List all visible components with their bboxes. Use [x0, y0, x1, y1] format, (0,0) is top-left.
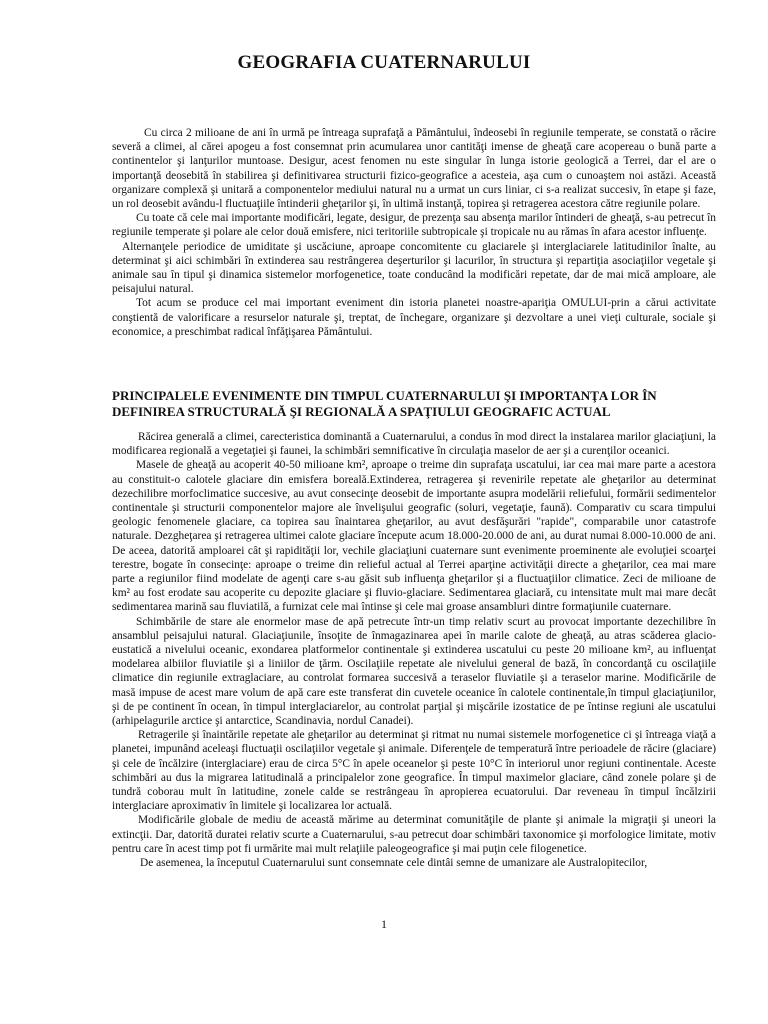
body-paragraph-5: Modificările globale de mediu de această mărime au determinat comunităţile de plante şi animale la migraţii şi uneori la extincţii. Dar, datorită duratei relativ scurte a Cuaternarului, s-au petrecut doar schimbări taxonomice şi morfologice limitate, motiv pentru care în acest timp pot fi urmărite mai mult relaţiile paleogeografice şi mai puţin cele filogenetice.: [112, 814, 716, 855]
intro-block: [112, 126, 716, 374]
document-title: GEOGRAFIA CUATERNARULUI: [237, 52, 531, 73]
intro-paragraph-4: Tot acum se produce cel mai important eveniment din istoria planetei noastre-apariţia OMULUI-prin a cărui activitate conştientă de valorificare a resurselor naturale şi, treptat, de închegare, organizare şi dezvoltare a unei vieţi culturale, sociale şi economice, a preschimbat radical înfăţişarea Pământului.: [112, 297, 716, 338]
section-body: [112, 430, 716, 910]
intro-paragraph-2: Cu toate că cele mai importante modificări, legate, desigur, de prezenţa sau absenţa marilor întinderi de gheaţă, s-au petrecut în regiunile temperate şi polare ale celor două emisfere, nici teritoriile subtropicale şi tropicale nu au rămas în afara acestor influenţe.: [112, 212, 716, 239]
body-paragraph-3: Schimbările de stare ale enormelor mase de apă petrecute într-un timp relativ scurt au provocat importante dezechilibre în ansamblul peisajului natural. Glaciaţiunile, însoţite de înmagazinarea apei în marile calote de gheaţă, au atras scăderea glacio-eustatică a nivelului oceanic, exondarea platformelor continentale şi extinderea uscatului cu peste 20 milioane km², au influenţat modelarea albiilor fluviatile şi a liniilor de ţărm. Oscilaţiile repetate ale nivelului general de bază, în concordanţă cu oscilaţiile climatice din regiunile extraglaciare, au controlat formarea succesivă a teraselor fluviatile şi a teraselor marine. Modificările de masă impuse de acest mare volum de apă care este transferat din cuvetele oceanice în calotele continentale,în timpul glaciaţiunilor, şi de pe continent în ocean, în timpul interglaciarelor, au controlat parţial şi mişcările izostatice de pe întinse regiuni ale uscatului (arhipelagurile arctice şi antarctice, Scandinavia, nordul Canadei).: [112, 615, 716, 728]
section-heading: PRINCIPALELE EVENIMENTE DIN TIMPUL CUATERNARULUI ŞI IMPORTANŢA LOR ÎN DEFINIREA STRUCTURALĂ ŞI REGIONALĂ A SPAŢIULUI GEOGRAFIC ACTUAL: [112, 388, 657, 419]
intro-paragraph-1: Cu circa 2 milioane de ani în urmă pe întreaga suprafaţă a Pământului, îndeosebi în regiunile temperate, se constată o răcire severă a climei, al cărei apogeu a fost consemnat prin acumularea unor cantităţi imense de gheaţă care acopereau o bună parte a continentelor şi lanţurilor muntoase. Desigur, acest fenomen nu este singular în lunga istorie geologică a Terrei, dar el are o importanţă deosebită în stabilirea şi definitivarea structurii fizico-geografice a acesteia, aşa cum o cunoaştem noi astăzi. Această organizare complexă şi unitară a componentelor mediului natural nu a urmat un curs liniar, ci s-a realizat succesiv, în etape şi faze, un rol deosebit avându-l fluctuaţiile întinderii gheţarilor şi, în ultimă instanţă, topirea şi retragerea acestora către regiunile polare.: [112, 127, 716, 211]
body-paragraph-2: Masele de gheaţă au acoperit 40-50 milioane km², aproape o treime din suprafaţa uscatului, iar cea mai mare parte a acestora au constituit-o calotele glaciare din emisfera boreală.Extinderea, retragerea şi revenirile repetate ale gheţarilor au determinat dezechilibre morfoclimatice succesive, au avut consecinţe deosebit de importante asupra modelării reliefului, formării sedimentelor continentale şi structurii componentelor majore ale învelişului geografic (soluri, vegetaţie, faună). Comparativ cu scara timpului geologic fenomenele glaciare, ca topirea sau înaintarea gheţarilor, au avut desfăşurări "rapide", comparabile unor catastrofe naturale. Dezgheţarea şi retragerea ultimei calote glaciare începute acum 18.000-20.000 de ani, au durat numai 8.000-10.000 de ani. De aceea, datorită amploarei cât şi rapidităţii lor, vechile glaciaţiuni cuaternare sunt evenimente proeminente ale evoluţiei scoarţei terestre, bogate în consecinţe: aproape o treime din relieful actual al Terrei aparţine activităţii directe a gheţarilor, cea mai mare parte a regiunilor fiind modelate de agenţi care s-au găsit sub influenţa gheţarilor şi a fluctuaţiilor climatice. Zeci de milioane de km² au fost erodate sau acoperite cu depozite glaciare şi fluvio-glaciare. Sedimentarea glaciară, cu intensitate mult mai mare decât sedimentarea marină sau fluviatilă, a furnizat cele mai întinse şi cele mai groase ansambluri dintre formaţiunile cuaternare.: [112, 459, 716, 614]
intro-paragraph-3: Alternanţele periodice de umiditate şi uscăciune, aproape concomitente cu glaciarele şi interglaciarele latitudinilor înalte, au determinat şi aici schimbări în extinderea sau restrângerea deşerturilor şi lacurilor, în structura şi repartiţia asociaţiilor vegetale şi animale sau în tipul şi dinamica sistemelor morfogenetice, toate conducând la modificări repetate, dar de mai mică amploare, ale peisajului natural.: [112, 240, 716, 296]
body-paragraph-1: Răcirea generală a climei, carecteristica dominantă a Cuaternarului, a condus în mod direct la instalarea marilor glaciaţiuni, la modificarea regională a vegetaţiei şi faunei, la schimbări semnificative în circulaţia maselor de aer şi a curenţilor oceanici.: [112, 431, 716, 458]
body-paragraph-4: Retragerile şi înaintările repetate ale gheţarilor au determinat şi ritmat nu numai sistemele morfogenetice ci şi întreaga viaţă a planetei, impunând aceleaşi fluctuaţii oscilaţiilor vegetale şi animale. Diferenţele de temperatură între perioadele de răcire (glaciare) şi cele de încălzire (interglaciare) erau de circa 5°C în apele oceanelor şi peste 10°C în interiorul unor regiuni continentale. Aceste schimbări au dus la migrarea latitudinală a principalelor zone geografice. În timpul maximelor glaciare, când zonele polare şi de tundră coborau mult în latitudine, zonele calde se restrângeau în apropierea ecuatorului. Dar reveneau în timpul încălzirii interglaciare aproximativ în limitele şi localizarea lor actuală.: [112, 729, 716, 813]
page-number: 1: [381, 917, 387, 931]
body-paragraph-6: De asemenea, la începutul Cuaternarului sunt consemnate cele dintâi semne de umanizare ale Australopitecilor,: [140, 857, 648, 870]
